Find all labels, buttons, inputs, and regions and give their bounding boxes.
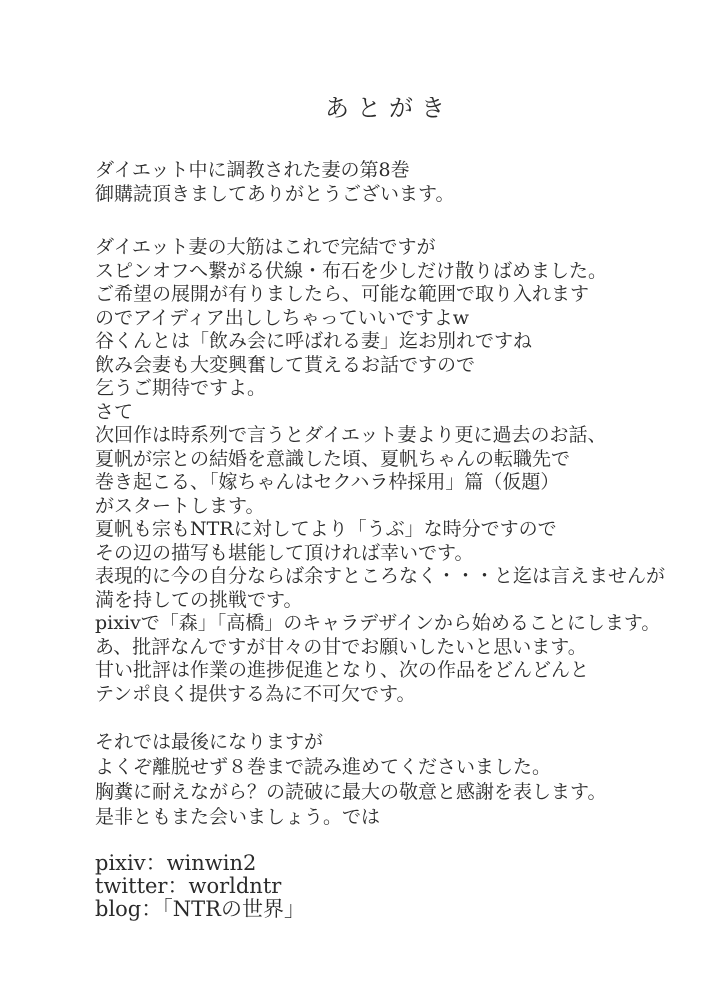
text-line: 満を持しての挑戦です。 (95, 588, 303, 611)
text-line: のでアイディア出ししちゃっていいですよw (95, 306, 470, 329)
contact-line-pixiv: pixiv：winwin2 (95, 851, 257, 875)
contact-line-blog: blog：「NTRの世界」 (95, 897, 305, 921)
text-line: 次回作は時系列で言うとダイエット妻より更に過去のお話、 (95, 424, 607, 446)
text-line: さて (95, 400, 134, 423)
text-line: 夏帆も宗もNTRに対してより「うぶ」な時分ですので (95, 518, 557, 540)
text-line: 胸糞に耐えながら？の読破に最大の敬意と感謝を表します。 (95, 781, 607, 803)
main-paragraph (95, 236, 672, 706)
text-line: テンポ良く提供する為に不可欠です。 (95, 682, 416, 705)
text-line: 飲み会妻も大変興奮して貰えるお話ですので (95, 353, 476, 376)
text-line: 御購読頂きましてありがとうございます。 (95, 182, 455, 205)
text-line: あ、批評なんですが甘々の甘でお願いしたいと思います。 (95, 635, 587, 658)
text-line: 是非ともまた会いましょう。では (95, 806, 381, 828)
text-line: ご希望の展開が有りましたら、可能な範囲で取り入れます (95, 283, 590, 305)
text-line: pixivで「森」「高橋」のキャラデザインから始めることにします。 (95, 612, 661, 634)
text-line: 乞うご期待ですよ。 (95, 377, 267, 399)
text-line: ダイエット中に調教された妻の第8巻 (95, 159, 410, 181)
text-line: ダイエット妻の大筋はこれで完結ですが (95, 236, 436, 258)
contact-block (95, 852, 672, 921)
intro-paragraph (95, 159, 672, 206)
text-line: 夏帆が宗との結婚を意識した頃、夏帆ちゃんの転職先で (95, 447, 571, 470)
text-line: よくぞ離脱せず８巻まで読み進めてくださいました。 (95, 756, 552, 778)
text-line: がスタートします。 (95, 494, 265, 517)
text-line: それでは最後になりますが (95, 731, 324, 753)
closing-paragraph (95, 730, 672, 830)
text-line: 谷くんとは「飲み会に呼ばれる妻」迄お別れですね (95, 330, 533, 352)
text-line: 巻き起こる、「嫁ちゃんはセクハラ枠採用」篇（仮題） (95, 471, 560, 493)
text-line: 甘い批評は作業の進捗促進となり、次の作品をどんどんと (95, 659, 590, 681)
text-line: スピンオフへ繋がる伏線・布石を少しだけ散りばめました。 (95, 259, 608, 282)
text-line: その辺の描写も堪能して頂ければ幸いです。 (95, 541, 474, 564)
text-line: 表現的に今の自分ならば余すところなく・・・と迄は言えませんが (95, 565, 666, 587)
contact-line-twitter: twitter：worldntr (95, 874, 282, 898)
page-title: あとがき (325, 94, 453, 122)
